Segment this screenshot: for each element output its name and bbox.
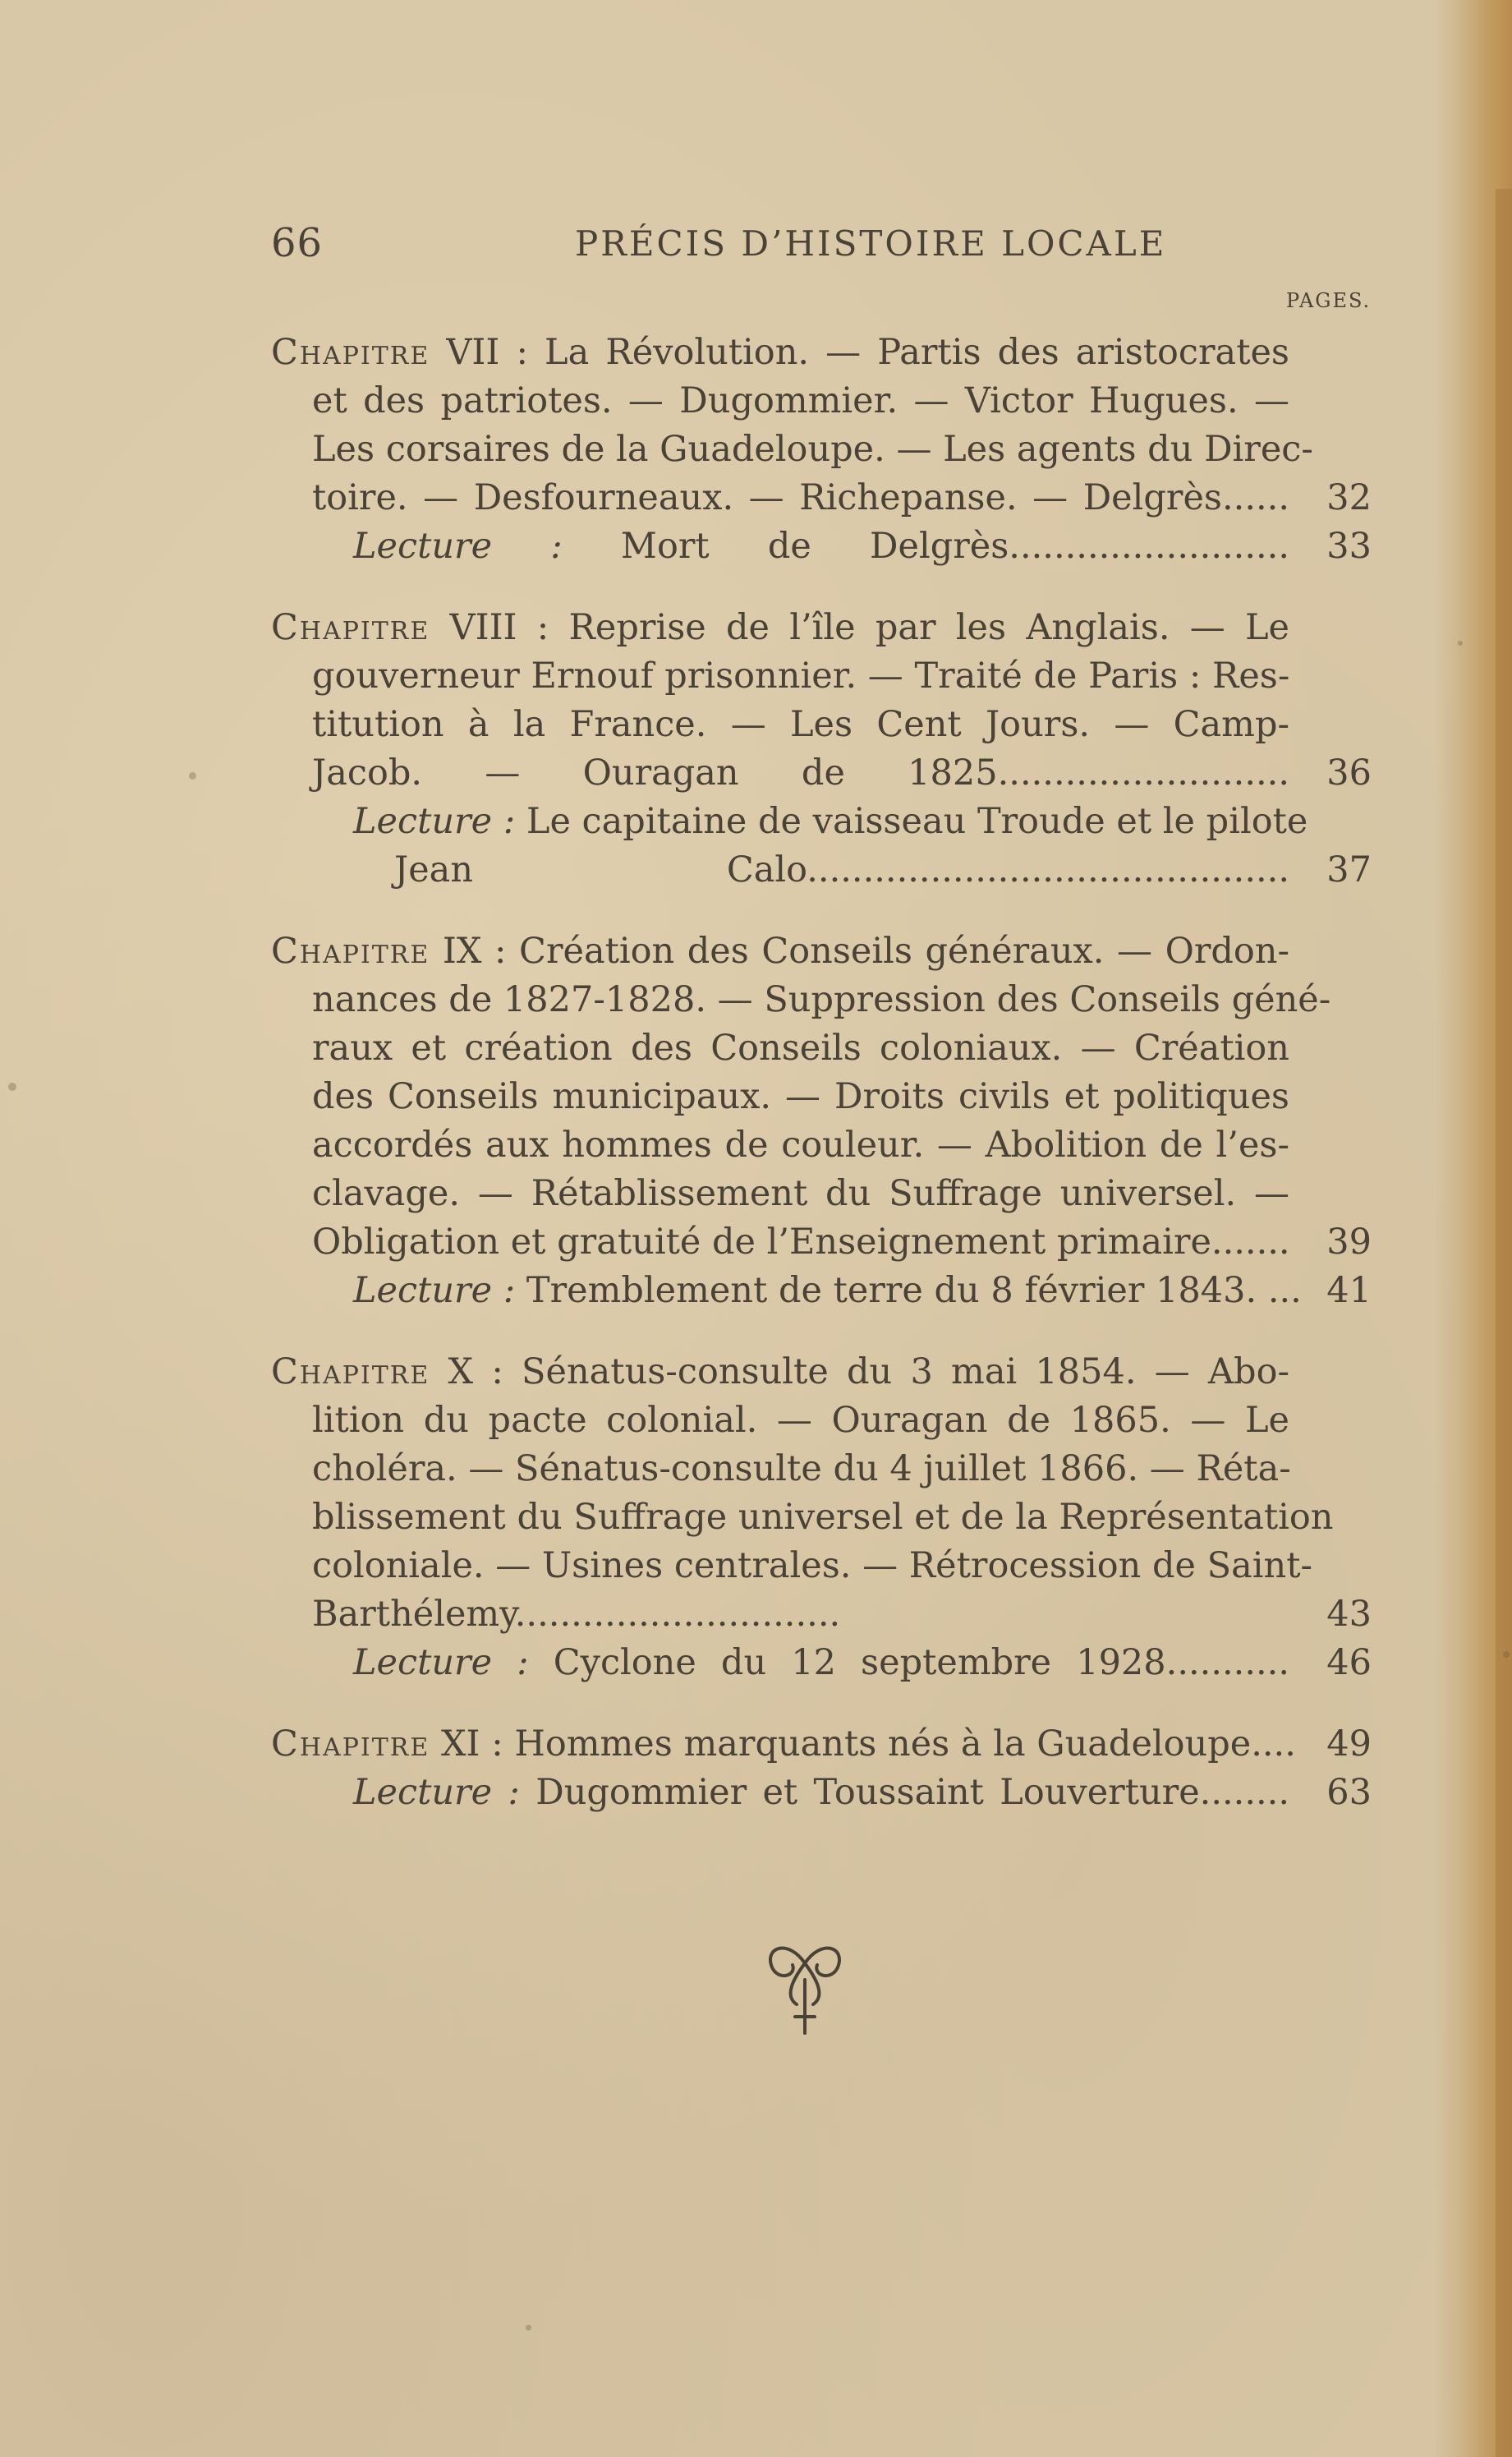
chapter-label: Chapitre (271, 607, 430, 648)
chapter-title-line: et des patriotes. — Dugommier. — Victor Hugues. — (312, 380, 1289, 421)
toc-entry-chapter-8 (271, 604, 1372, 895)
chapter-title: VII : La Révolution. — Partis des aristocrates (446, 332, 1289, 373)
page-ref: 37 (1326, 849, 1372, 890)
toc-line (271, 1445, 1372, 1493)
toc-line (271, 1590, 1372, 1639)
page-ref: 49 (1326, 1723, 1372, 1765)
toc-line (271, 329, 1372, 377)
chapter-title-line: raux et création des Conseils coloniaux. — Création (312, 1028, 1289, 1069)
chapter-title-line: choléra. — Sénatus-consulte du 4 juillet 1866. — Réta- (312, 1448, 1291, 1489)
paper-speck (8, 1083, 16, 1091)
lecture-label: Lecture : (353, 526, 563, 567)
page-number: 66 (271, 220, 324, 266)
toc-line (271, 522, 1372, 571)
chapter-label: Chapitre (271, 332, 430, 373)
toc-line (271, 474, 1372, 522)
toc-line (271, 1267, 1372, 1315)
chapter-title-line: Jacob. — Ouragan de 1825.......................... (312, 752, 1289, 794)
chapter-title-line: titution à la France. — Les Cent Jours. — Camp- (312, 704, 1289, 745)
chapter-title-line: accordés aux hommes de couleur. — Abolition de l’es- (312, 1125, 1289, 1166)
toc-line (271, 927, 1372, 976)
toc-line (271, 1542, 1372, 1590)
toc-line (271, 1170, 1372, 1218)
page-edge-strip (1496, 189, 1512, 2457)
toc-line (271, 1720, 1372, 1769)
lecture-label: Lecture : (353, 801, 516, 842)
lecture-title: Mort de Delgrès......................... (620, 526, 1289, 567)
toc-line (271, 426, 1372, 474)
chapter-title-line: coloniale. — Usines centrales. — Rétrocession de Saint- (312, 1545, 1313, 1586)
lecture-label: Lecture : (353, 1642, 529, 1683)
toc-line (271, 604, 1372, 652)
toc-entry-chapter-11 (271, 1720, 1372, 1817)
toc-line (271, 1769, 1372, 1817)
toc-line (271, 1639, 1372, 1687)
toc-line (271, 1493, 1372, 1542)
toc-entry-chapter-7 (271, 329, 1372, 571)
chapter-title-line: toire. — Desfourneaux. — Richepanse. — Delgrès...... (312, 477, 1289, 518)
toc-entry-chapter-10 (271, 1348, 1372, 1687)
chapter-label: Chapitre (271, 1723, 430, 1765)
running-head (271, 220, 1372, 278)
page-ref: 63 (1326, 1772, 1372, 1813)
toc-line (271, 1024, 1372, 1073)
chapter-title-line: des Conseils municipaux. — Droits civils et politiques (312, 1076, 1289, 1117)
page-ref: 41 (1326, 1270, 1372, 1311)
page-ref: 36 (1326, 752, 1372, 794)
paper-speck (1458, 641, 1463, 646)
lecture-title: Dugommier et Toussaint Louverture........ (535, 1772, 1290, 1813)
chapter-title-line: lition du pacte colonial. — Ouragan de 1865. — Le (312, 1400, 1289, 1441)
toc-line (271, 652, 1372, 701)
chapter-title-line: blissement du Suffrage universel et de la Représentation (312, 1497, 1334, 1538)
toc-line (271, 377, 1372, 426)
lecture-title-line: Jean Calo........................................... (394, 849, 1289, 890)
toc-line (271, 1396, 1372, 1445)
lecture-title: Tremblement de terre du 8 février 1843. ... (526, 1270, 1302, 1311)
toc-line (271, 798, 1372, 846)
paper-speck (189, 772, 196, 780)
book-title: PRÉCIS D’HISTOIRE LOCALE (575, 223, 1167, 264)
toc-line (271, 749, 1372, 798)
chapter-title: VIII : Reprise de l’île par les Anglais. — Le (449, 607, 1289, 648)
fleuron-ornament-icon (756, 1930, 854, 2037)
paper-speck (1503, 1651, 1510, 1658)
toc-line (271, 846, 1372, 895)
toc-line (271, 1073, 1372, 1121)
chapter-label: Chapitre (271, 1351, 430, 1392)
page-ref: 39 (1326, 1222, 1372, 1263)
chapter-title-line: gouverneur Ernouf prisonnier. — Traité de Paris : Res- (312, 656, 1290, 697)
toc-line (271, 1348, 1372, 1396)
table-of-contents (271, 329, 1372, 1817)
page-ref: 33 (1326, 526, 1372, 567)
toc-line (271, 1121, 1372, 1170)
page-ref: 32 (1326, 477, 1372, 518)
chapter-title-line: clavage. — Rétablissement du Suffrage universel. — (312, 1173, 1289, 1214)
chapter-title-line: Les corsaires de la Guadeloupe. — Les agents du Direc- (312, 429, 1313, 470)
pages-column-label: PAGES. (1286, 289, 1372, 312)
chapter-title: X : Sénatus-consulte du 3 mai 1854. — Abo- (448, 1351, 1289, 1392)
lecture-label: Lecture : (353, 1270, 516, 1311)
toc-line (271, 976, 1372, 1024)
lecture-title: Cyclone du 12 septembre 1928........... (553, 1642, 1290, 1683)
lecture-title: Le capitaine de vaisseau Troude et le pilote (526, 801, 1308, 842)
toc-line (271, 1218, 1372, 1267)
paper-speck (526, 2325, 531, 2330)
chapter-title: IX : Création des Conseils généraux. — Ordon- (442, 931, 1290, 972)
toc-entry-chapter-9 (271, 927, 1372, 1315)
page-ref: 46 (1326, 1642, 1372, 1683)
toc-line (271, 701, 1372, 749)
chapter-title-line: Obligation et gratuité de l’Enseignement primaire....... (312, 1222, 1290, 1263)
chapter-title: XI : Hommes marquants nés à la Guadeloupe.... (440, 1723, 1296, 1765)
lecture-label: Lecture : (353, 1772, 520, 1813)
chapter-title-line: nances de 1827-1828. — Suppression des Conseils géné- (312, 979, 1331, 1020)
chapter-title-line: Barthélemy............................. (312, 1594, 841, 1635)
page-ref: 43 (1326, 1594, 1372, 1635)
chapter-label: Chapitre (271, 931, 430, 972)
